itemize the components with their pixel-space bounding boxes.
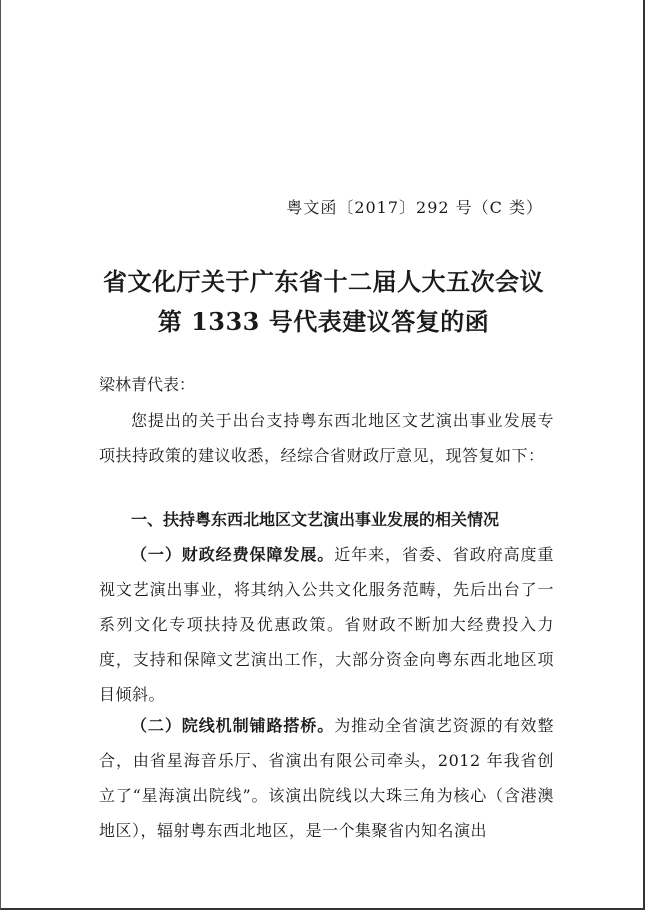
subsection-2-text: 为推动全省演艺资源的有效整合，由省星海音乐厅、省演出有限公司牵头，2012 年我省创立了“星海演出院线”。该演出院线以大珠三角为核心（含港澳地区），辐射粤东西北地区，是一个集聚省内知名演出 <box>99 716 554 840</box>
section-heading: 一、扶持粤东西北地区文艺演出事业发展的相关情况 <box>131 510 500 529</box>
intro-paragraph: 您提出的关于出台支持粤东西北地区文艺演出事业发展专项扶持政策的建议收悉，经综合省财政厅意见，现答复如下： <box>99 411 554 465</box>
document-number: 粤文函〔2017〕292 号（C 类） <box>286 198 543 217</box>
document-title-line-1: 省文化厅关于广东省十二届人大五次会议 <box>103 267 544 296</box>
document-title-line-2: 第 1333 号代表建议答复的函 <box>157 307 490 336</box>
subsection-1-text: 近年来，省委、省政府高度重视文艺演出事业，将其纳入公共文化服务范畴，先后出台了一系列文化专项扶持及优惠政策。省财政不断加大经费投入力度，支持和保障文艺演出工作，大部分资金向粤东西北地区项目倾斜。 <box>99 545 554 704</box>
salutation: 梁林青代表： <box>99 375 196 394</box>
subsection-1-lead: （一）财政经费保障发展。 <box>131 545 335 564</box>
subsection-2-paragraph <box>99 708 554 848</box>
subsection-1-paragraph <box>99 537 554 712</box>
subsection-2-lead: （二）院线机制铺路搭桥。 <box>131 716 335 735</box>
